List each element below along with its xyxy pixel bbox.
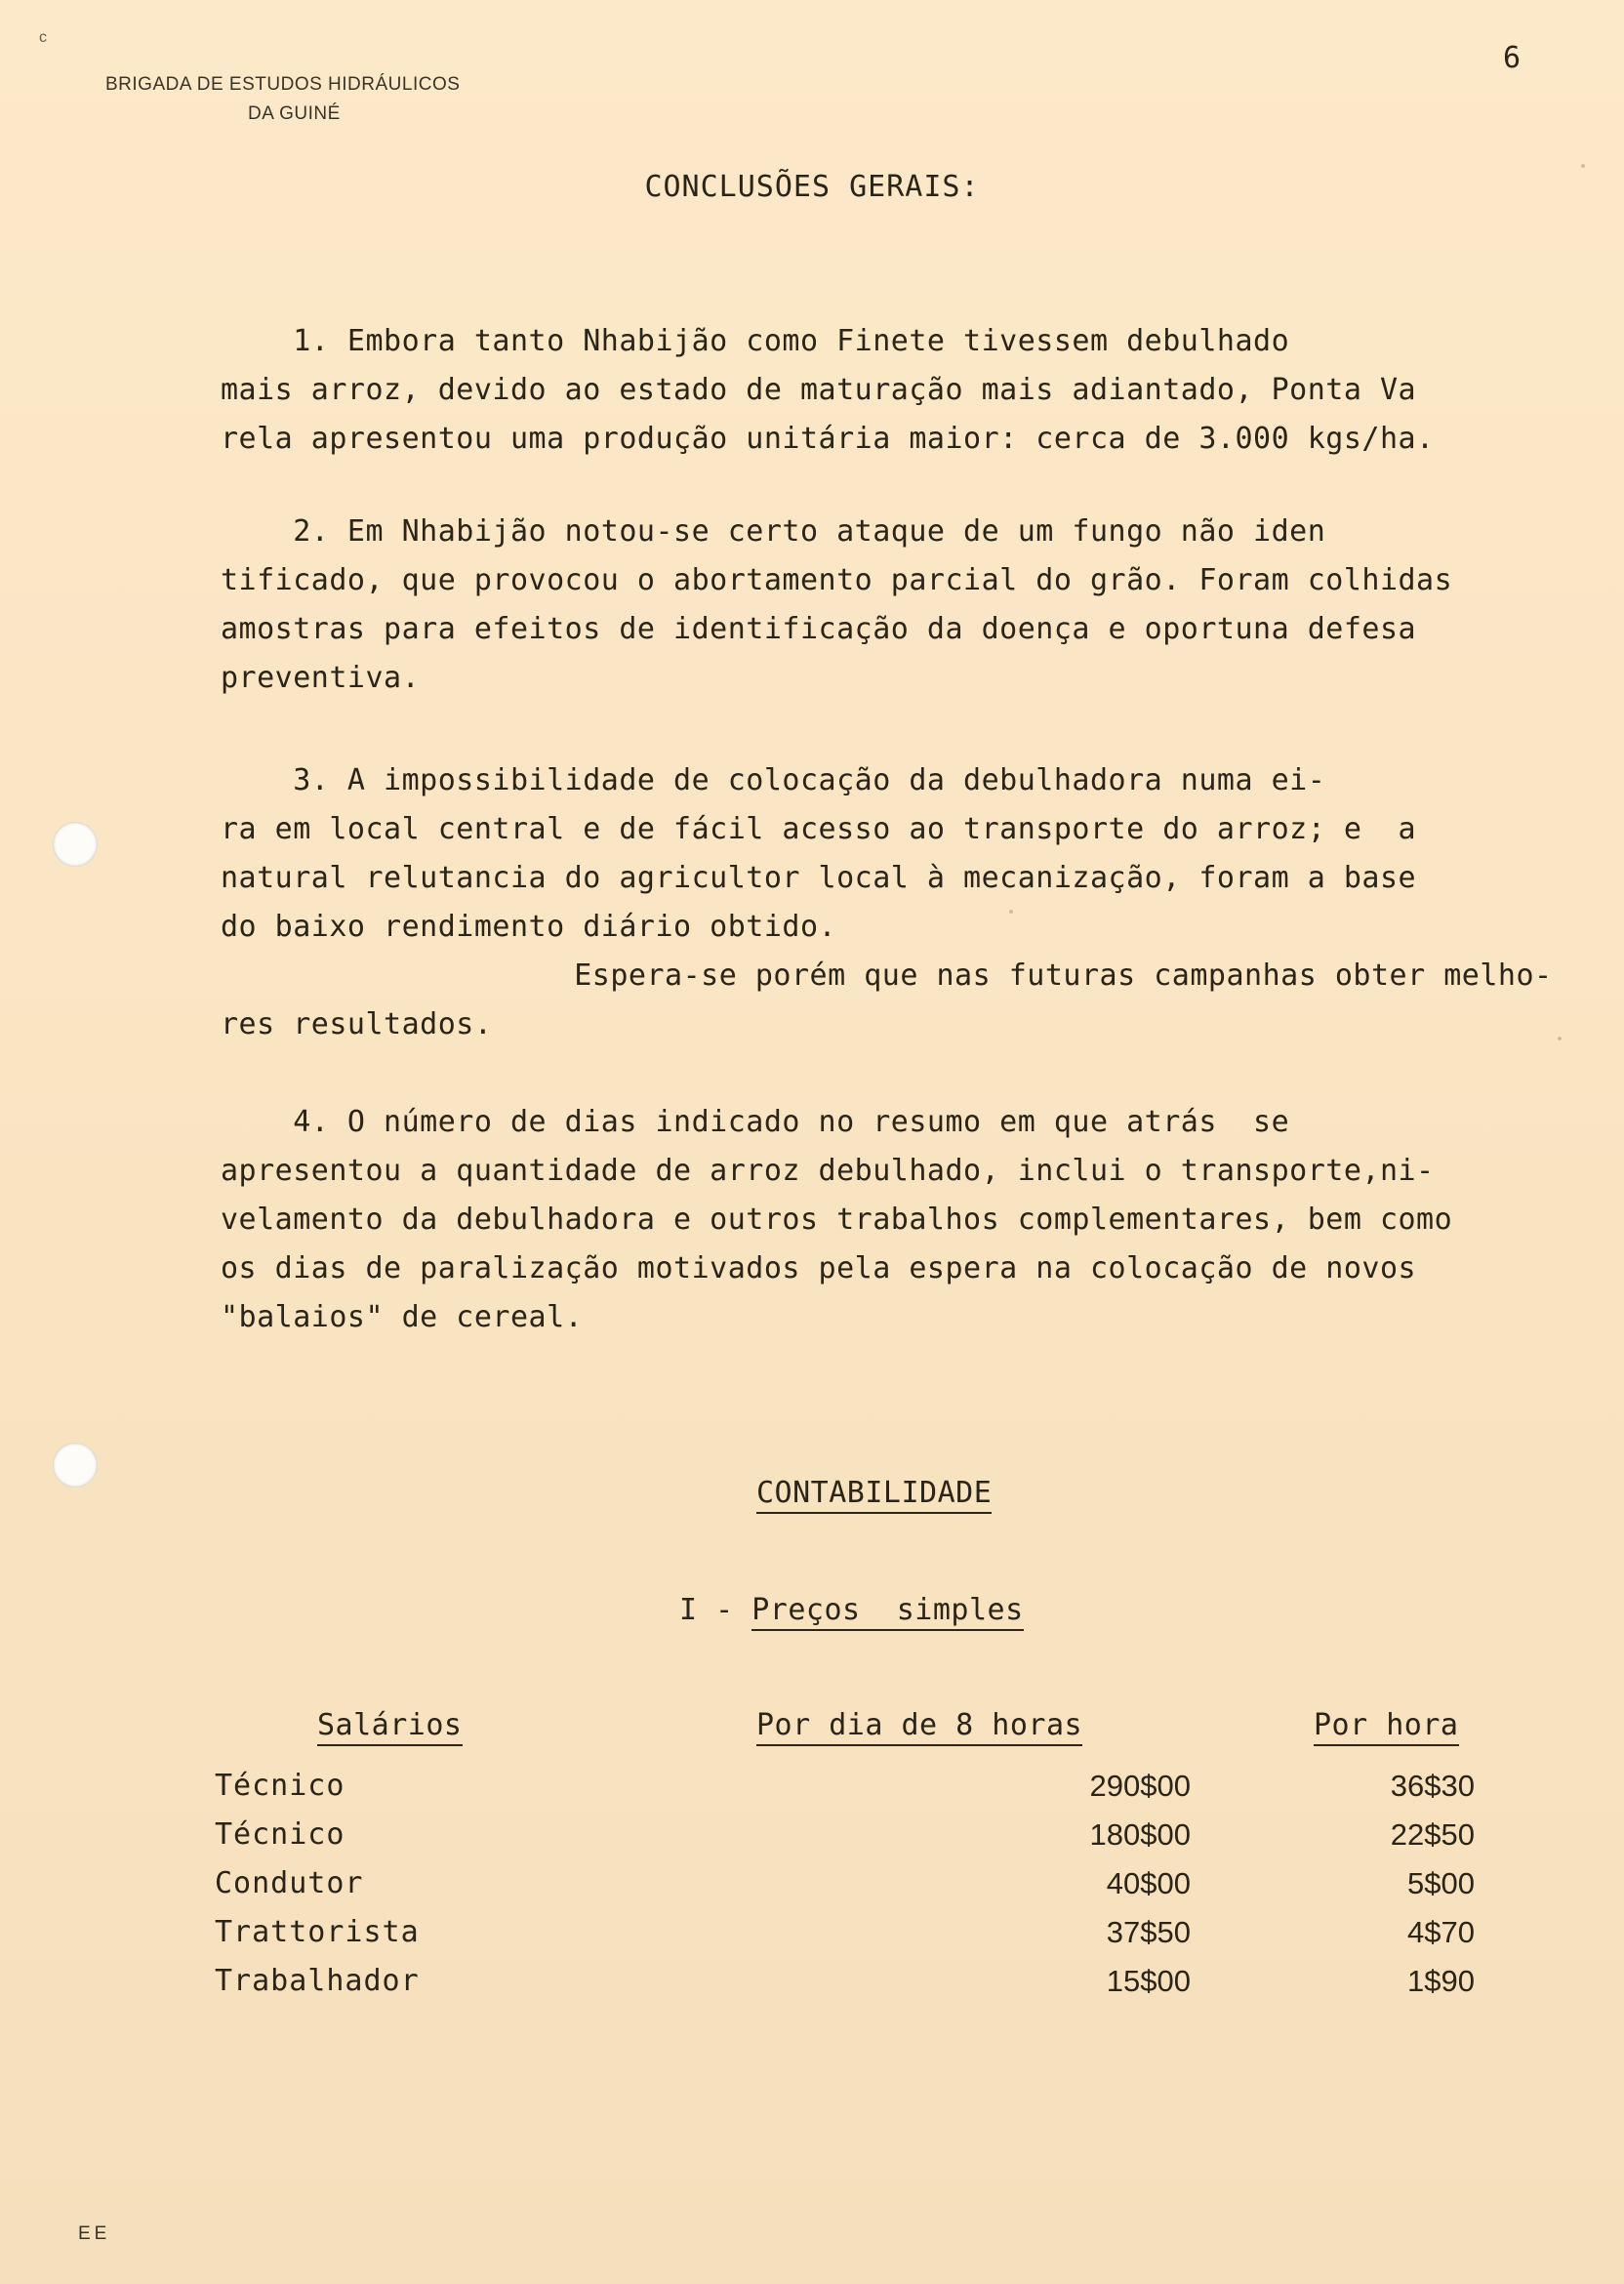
- table-row: [215, 1964, 1483, 2013]
- paragraph-line: natural relutancia do agricultor local à mecanização, foram a base: [221, 861, 1417, 895]
- per-day-cell: 180$00: [1089, 1817, 1191, 1852]
- paragraph-line: 2. Em Nhabijão notou-se certo ataque de um fungo não iden: [221, 514, 1326, 549]
- punch-hole: [53, 822, 98, 867]
- corner-mark: c: [39, 29, 47, 46]
- header-per-hour: Por hora: [1314, 1708, 1459, 1746]
- paragraph-line: preventiva.: [221, 661, 421, 695]
- per-hour-cell: 1$90: [1407, 1964, 1475, 1998]
- subsection-heading: [679, 1593, 1024, 1627]
- paragraph-line: velamento da debulhadora e outros trabalhos complementares, bem como: [221, 1203, 1453, 1237]
- paragraph-line: "balaios" de cereal.: [221, 1300, 584, 1334]
- subsection-prefix: I -: [679, 1593, 752, 1627]
- paragraph-line: 1. Embora tanto Nhabijão como Finete tivessem debulhado: [221, 324, 1290, 358]
- paragraph-line: amostras para efeitos de identificação da doença e oportuna defesa: [221, 612, 1417, 646]
- per-day-cell: 15$00: [1106, 1964, 1191, 1998]
- role-cell: Trabalhador: [215, 1964, 420, 1998]
- salary-table: [215, 1769, 1483, 2013]
- role-cell: Trattorista: [215, 1915, 420, 1949]
- per-hour-cell: 36$30: [1390, 1769, 1475, 1803]
- page-number: 6: [1503, 41, 1522, 75]
- page-title: CONCLUSÕES GERAIS:: [644, 170, 980, 204]
- section-title: CONTABILIDADE: [756, 1476, 992, 1514]
- paragraph-line: 4. O número de dias indicado no resumo em que atrás se: [221, 1105, 1290, 1139]
- paragraph-line: os dias de paralização motivados pela espera na colocação de novos: [221, 1251, 1417, 1285]
- role-cell: Técnico: [215, 1769, 345, 1803]
- per-day-cell: 37$50: [1106, 1915, 1191, 1949]
- footer-mark: EE: [78, 2223, 111, 2244]
- paragraph-line: res resultados.: [221, 1007, 493, 1041]
- paragraph-1: [221, 317, 1579, 464]
- paper-speck: [1009, 910, 1013, 914]
- paragraph-line: Espera-se porém que nas futuras campanhas obter melho-: [502, 958, 1553, 993]
- paragraph-4: [221, 1098, 1579, 1342]
- paragraph-line: 3. A impossibilidade de colocação da debulhadora numa ei-: [221, 763, 1326, 797]
- role-cell: Condutor: [215, 1866, 364, 1900]
- letterhead-line-2: DA GUINÉ: [248, 103, 341, 124]
- per-day-cell: 290$00: [1089, 1769, 1191, 1803]
- paper-speck: [1581, 164, 1585, 168]
- paragraph-line: apresentou a quantidade de arroz debulhado, inclui o transporte,ni-: [221, 1154, 1435, 1188]
- table-row: [215, 1866, 1483, 1915]
- table-row: [215, 1817, 1483, 1866]
- paragraph-line: rela apresentou uma produção unitária maior: cerca de 3.000 kgs/ha.: [221, 422, 1435, 456]
- paragraph-line: do baixo rendimento diário obtido.: [221, 910, 837, 944]
- paragraph-line: mais arroz, devido ao estado de maturação mais adiantado, Ponta Va: [221, 373, 1417, 407]
- paragraph-line: ra em local central e de fácil acesso ao transporte do arroz; e a: [221, 812, 1417, 846]
- letterhead-line-1: BRIGADA DE ESTUDOS HIDRÁULICOS: [105, 74, 461, 95]
- header-per-day: Por dia de 8 horas: [756, 1708, 1082, 1746]
- per-day-cell: 40$00: [1106, 1866, 1191, 1900]
- letterhead: [105, 70, 460, 129]
- per-hour-cell: 22$50: [1390, 1817, 1475, 1852]
- per-hour-cell: 5$00: [1407, 1866, 1475, 1900]
- table-row: [215, 1769, 1483, 1817]
- header-salarios: Salários: [317, 1708, 463, 1746]
- per-hour-cell: 4$70: [1407, 1915, 1475, 1949]
- paragraph-line: tificado, que provocou o abortamento parcial do grão. Foram colhidas: [221, 563, 1453, 597]
- punch-hole: [53, 1443, 98, 1488]
- subsection-title: Preços simples: [751, 1593, 1023, 1631]
- paragraph-3: [221, 756, 1579, 1049]
- table-row: [215, 1915, 1483, 1964]
- paper-speck: [1558, 1037, 1562, 1040]
- paragraph-2: [221, 508, 1579, 703]
- role-cell: Técnico: [215, 1817, 345, 1852]
